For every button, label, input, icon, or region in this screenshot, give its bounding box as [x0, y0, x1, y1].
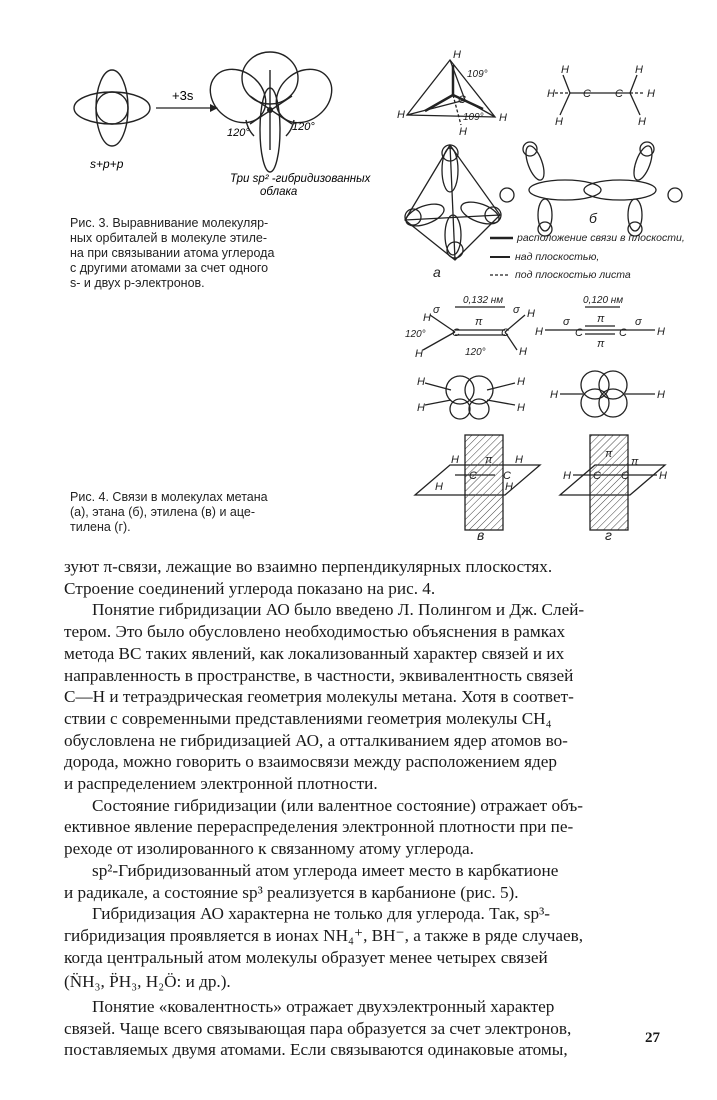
- h-label: H: [547, 88, 555, 100]
- h-label: H: [638, 116, 646, 128]
- caption-line: s- и двух p-электронов.: [70, 276, 205, 290]
- spp-orbitals: [74, 70, 150, 146]
- h-label: H: [535, 326, 543, 338]
- sub-label-a: а: [433, 264, 441, 280]
- c-label: C: [503, 470, 511, 482]
- h-label: H: [657, 389, 665, 401]
- body-line: Состояние гибридизации (или валентное состояние) отражает объ-: [92, 795, 583, 815]
- body-line: ективное явление перераспределения электронной плотности при пе-: [64, 817, 574, 837]
- pi-label: π: [597, 313, 605, 325]
- body-line: sp²-Гибридизованный атом углерода имеет место в карбкатионе: [92, 860, 559, 880]
- h-label: H: [519, 346, 527, 358]
- figure-4: [395, 45, 685, 545]
- body-line: реходе от изолированного к связанному атому углерода.: [64, 839, 474, 859]
- angle-109-label: 109°: [467, 69, 488, 80]
- h-label: H: [517, 376, 525, 388]
- pi-label: π: [597, 338, 605, 350]
- h-label: H: [657, 326, 665, 338]
- page-number: 27: [645, 1030, 660, 1046]
- body-line: и радикале, а состояние sp³ реализуется в карбанионе (рис. 5).: [64, 882, 519, 902]
- legend-above-plane: над плоскостью,: [515, 251, 600, 263]
- h-label: H: [435, 481, 443, 493]
- c-label: C: [615, 88, 623, 100]
- body-text: [64, 556, 668, 1061]
- body-line: обусловлена не гибридизацией АО, а отталкиванием ядер атомов во-: [64, 730, 568, 750]
- h-label: H: [550, 389, 558, 401]
- c-label: C: [619, 327, 627, 339]
- h-label: H: [423, 312, 431, 324]
- h-label: H: [459, 126, 467, 138]
- figure-4-drawing: [395, 45, 685, 545]
- caption-line: Рис. 4. Связи в молекулах метана: [70, 490, 268, 504]
- c-label: C: [621, 470, 629, 482]
- h-label: H: [515, 454, 523, 466]
- h-label: H: [453, 49, 461, 61]
- angle-120-label: 120°: [465, 347, 486, 358]
- h-label: H: [635, 64, 643, 76]
- figure-3-caption: [70, 216, 345, 291]
- body-line: дорода, можно говорить о взаимосвязи между расположением ядер: [64, 752, 557, 772]
- ethane-structure: [555, 75, 645, 115]
- c-label: C: [593, 470, 601, 482]
- caption-line: (а), этана (б), этилена (в) и аце-: [70, 505, 255, 519]
- h-label: H: [647, 88, 655, 100]
- h-label: H: [417, 376, 425, 388]
- body-line: С—Н и тетраэдрическая геометрия молекулы метана. Хотя в соответ-: [64, 687, 574, 707]
- distance-label: 0,120 нм: [583, 295, 624, 306]
- sub-label-b: б: [589, 210, 597, 226]
- figure-3: [60, 40, 380, 200]
- caption-line: Рис. 3. Выравнивание молекуляр-: [70, 216, 269, 230]
- caption-line: тилена (г).: [70, 520, 131, 534]
- h-label: H: [517, 402, 525, 414]
- caption-line: с другими атомами за счет одного: [70, 261, 269, 275]
- caption-line: на при связывании атома углерода: [70, 246, 275, 260]
- pi-label: π: [631, 456, 639, 468]
- body-line: Строение соединений углерода показано на рис. 4.: [64, 578, 436, 598]
- c-label: C: [575, 327, 583, 339]
- h-label: H: [417, 402, 425, 414]
- body-line: и распределением электронной плотности.: [64, 774, 378, 794]
- h-label: H: [505, 481, 513, 493]
- body-line: гибридизация проявляется в ионах NH₄⁺, BH⁻, а также в ряде случаев,: [64, 925, 584, 945]
- pi-label: π: [605, 448, 613, 460]
- body-line: Гибридизация АО характерна не только для углерода. Так, sp³-: [92, 904, 550, 924]
- pi-label: π: [475, 316, 483, 328]
- h-label: H: [563, 470, 571, 482]
- h-label: H: [659, 470, 667, 482]
- c-label: C: [501, 327, 509, 339]
- h-label: H: [499, 112, 507, 124]
- sp2-label-2: облака: [260, 186, 298, 198]
- body-line: (N̈H₃, P̈H₃, H₂Ö: и др.).: [64, 972, 231, 992]
- sigma-label: σ: [635, 316, 642, 328]
- ethylene-orbitals: [425, 376, 515, 419]
- legend-in-plane: расположение связи в плоскости,: [517, 232, 685, 244]
- h-label: H: [561, 64, 569, 76]
- sub-label-g: г: [605, 527, 612, 543]
- acetylene-plane: [560, 435, 665, 530]
- h-label: H: [527, 308, 535, 320]
- legend-below-plane: под плоскостью листа: [515, 269, 631, 281]
- body-line: Понятие «ковалентность» отражает двухэлектронный характер: [92, 997, 555, 1017]
- body-line: направленность в пространстве, в частности, эквивалентность связей: [64, 665, 574, 685]
- sigma-label: σ: [563, 316, 570, 328]
- angle-109-label: 109°: [463, 112, 484, 123]
- c-label: C: [469, 470, 477, 482]
- body-line: метода ВС таких явлений, как локализованный характер связей и их: [64, 643, 565, 663]
- figure-4-caption: [70, 490, 340, 535]
- figure-3-drawing: [60, 40, 380, 200]
- body-line: поставляемых двумя атомами. Если связываются одинаковые атомы,: [64, 1040, 568, 1060]
- h-label: H: [555, 116, 563, 128]
- spp-label: s+p+p: [90, 157, 124, 171]
- ethylene-plane: [415, 435, 540, 530]
- angle-120-label: 120°: [405, 329, 426, 340]
- body-line: зуют π-связи, лежащие во взаимно перпендикулярных плоскостях.: [64, 557, 553, 576]
- angle-label-1: 120°: [227, 127, 250, 139]
- sp2-label-1: Три sp² -гибридизованных: [230, 173, 371, 185]
- arrow-label: +3s: [172, 88, 194, 103]
- body-line: когда центральный атом молекулы образует менее четырех связей: [64, 947, 548, 967]
- angle-label-2: 120°: [292, 121, 315, 133]
- body-line: ствии с современными представлениями геометрия молекулы CH₄: [64, 708, 552, 728]
- c-label: C: [458, 94, 466, 106]
- h-label: H: [451, 454, 459, 466]
- sub-label-v: в: [477, 527, 485, 543]
- methane-orbitals: [403, 145, 502, 260]
- sigma-label: σ: [513, 304, 520, 316]
- distance-label: 0,132 нм: [463, 295, 504, 306]
- body-line: связей. Чаще всего связывающая пара образуется за счет электронов,: [64, 1018, 572, 1038]
- pi-label: π: [485, 454, 493, 466]
- body-line: тером. Это было обусловлено необходимостью объяснения в рамках: [64, 622, 566, 642]
- sigma-label: σ: [433, 304, 440, 316]
- acetylene-orbitals: [560, 371, 655, 417]
- caption-line: ных орбиталей в молекуле этиле-: [70, 231, 268, 245]
- c-label: C: [583, 88, 591, 100]
- c-label: C: [452, 327, 460, 339]
- h-label: H: [415, 348, 423, 360]
- h-label: H: [397, 109, 405, 121]
- body-line: Понятие гибридизации АО было введено Л. Полингом и Дж. Слей-: [92, 600, 585, 620]
